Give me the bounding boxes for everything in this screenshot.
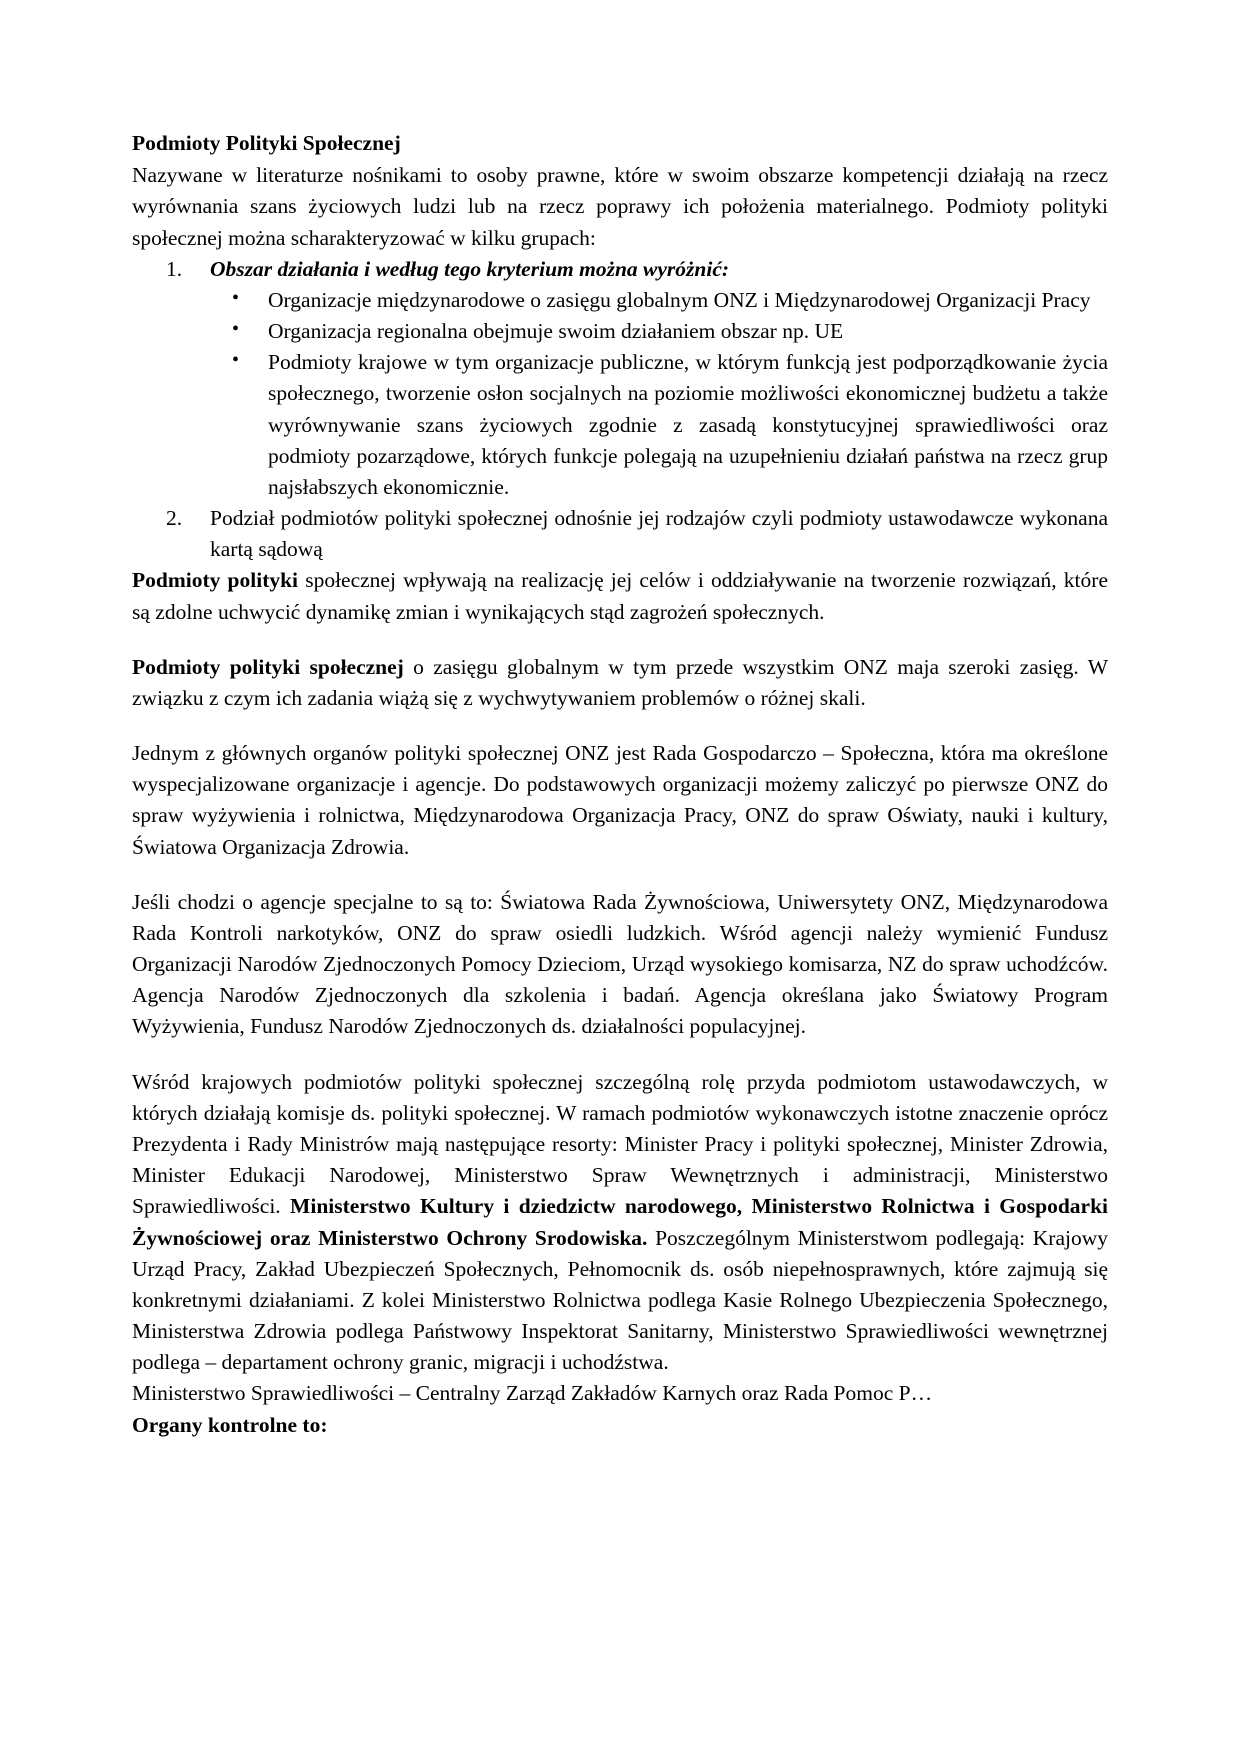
bullet-icon: • (232, 318, 240, 341)
list-item-title: Obszar działania i według tego kryterium można wyróżnić: (210, 256, 730, 281)
paragraph-agencje-specjalne: Jeśli chodzi o agencje specjalne to są to: Światowa Rada Żywnościowa, Uniwersytety ONZ, Międzynarodowa Rada Kontroli narkotyków, ONZ do spraw osiedli ludzkich. Wśród agencji należy wymienić Fundusz Organizacji Narodów Zjednoczonych Pomocy Dzieciom, Urząd wysokiego komisarza, NZ do spraw uchodźców. Agencja Narodów Zjednoczonych dla szkolenia i badań. Agencja określana jako Światowy Program Wyżywienia, Fundusz Narodów Zjednoczonych ds. działalności populacyjnej. (132, 889, 1108, 1039)
paragraph-rest: o zasięgu globalnym w tym przede wszystkim ONZ maja szeroki zasięg. W związku z czym ich zadania wiążą się z wychwytywaniem problemów o różnej skali. (132, 654, 1109, 710)
numbered-list (132, 254, 1108, 566)
paragraph-krajowe-podmioty (132, 1067, 1108, 1379)
page-title: Podmioty Polityki Społecznej (132, 131, 401, 155)
closing-heading: Organy kontrolne to: (132, 1412, 328, 1437)
intro-paragraph: Nazywane w literaturze nośnikami to osoby prawne, które w swoim obszarze kompetencji działają na rzecz wyrównania szans życiowych ludzi lub na rzecz poprawy ich położenia materialnego. Podmioty polityki społecznej można scharakteryzować w kilku grupach: (132, 163, 1108, 250)
paragraph-lead-bold: Podmioty polityki społecznej (132, 654, 404, 679)
bullet-text: Podmioty krajowe w tym organizacje publiczne, w którym funkcją jest podporządkowanie życia społecznego, tworzenie osłon socjalnych na poziomie możliwości ekonomicznej budżetu a także wyrównywanie szans życiowych zgodnie z zasadą konstytucyjnej sprawiedliwości oraz podmioty pozarządowe, których funkcje polegają na uzupełnieniu działań państwa na rzecz grup najsłabszych ekonomicznie. (268, 350, 1108, 499)
paragraph-part-one: Wśród krajowych podmiotów polityki społecznej szczególną rolę przyda podmiotom ustawodawczych, w których działają komisje ds. polityki społecznej. W ramach podmiotów wykonawczych istotne znaczenie oprócz Prezydenta i Rady Ministrów mają następujące resorty: Minister Pracy i polityki społecznej, Minister Zdrowia, Minister Edukacji Narodowej, Ministerstwo Spraw Wewnętrznych i administracji, Ministerstwo Sprawiedliwości. (132, 1069, 1108, 1219)
bullet-text: Organizacja regionalna obejmuje swoim działaniem obszar np. UE (268, 319, 844, 344)
bullet-icon: • (232, 349, 240, 372)
paragraph-lead-bold: Podmioty polityki (132, 568, 299, 593)
paragraph-zasieg-globalny (132, 652, 1108, 714)
list-item-text: Podział podmiotów polityki społecznej odnośnie jej rodzajów czyli podmioty ustawodawcze wykonana kartą sądową (210, 506, 1108, 562)
bullet-list (210, 285, 1108, 503)
paragraph-bold-segment: Ministerstwo Kultury i dziedzictw narodowego, Ministerstwo Rolnictwa i Gospodarki Żywnościowej oraz Ministerstwo Ochrony Srodowiska. (132, 1194, 1108, 1250)
list-item (132, 254, 1108, 503)
list-item (210, 347, 1108, 503)
list-item (210, 285, 1108, 316)
document-body (132, 128, 1108, 1441)
paragraph-rada-gospodarczo-spoleczna: Jednym z głównych organów polityki społecznej ONZ jest Rada Gospodarczo – Społeczna, która ma określone wyspecjalizowane organizacje i agencje. Do podstawowych organizacji możemy zaliczyć po pierwsze ONZ do spraw wyżywienia i rolnictwa, Międzynarodowa Organizacja Pracy, ONZ do spraw Oświaty, nauki i kultury, Światowa Organizacja Zdrowia. (132, 741, 1108, 859)
list-item-number: 2. (166, 506, 183, 531)
bullet-icon: • (232, 286, 240, 309)
paragraph-ministerstwo-sprawiedliwosci: Ministerstwo Sprawiedliwości – Centralny Zarząd Zakładów Karnych oraz Rada Pomoc P… (132, 1381, 933, 1406)
paragraph-rest: społecznej wpływają na realizację jej celów i oddziaływanie na tworzenie rozwiązań, które są zdolne uchwycić dynamikę zmian i wynikających stąd zagrożeń społecznych. (132, 568, 1108, 624)
list-item (210, 316, 1108, 347)
list-item-number: 1. (166, 256, 183, 281)
bullet-text: Organizacje międzynarodowe o zasięgu globalnym ONZ i Międzynarodowej Organizacji Pracy (268, 287, 1091, 312)
list-item (132, 503, 1108, 565)
paragraph-podmioty-polityki (132, 565, 1108, 627)
paragraph-part-two: Poszczególnym Ministerstwom podlegają: Krajowy Urząd Pracy, Zakład Ubezpieczeń Społecznych, Pełnomocnik ds. osób niepełnosprawnych, które zajmują się konkretnymi działaniami. Z kolei Ministerstwo Rolnictwa podlega Kasie Rolnego Ubezpieczenia Społecznego, Ministerstwa Zdrowia podlega Państwowy Inspektorat Sanitarny, Ministerstwo Sprawiedliwości wewnętrznej podlega – departament ochrony granic, migracji i uchodźstwa. (132, 1225, 1108, 1375)
